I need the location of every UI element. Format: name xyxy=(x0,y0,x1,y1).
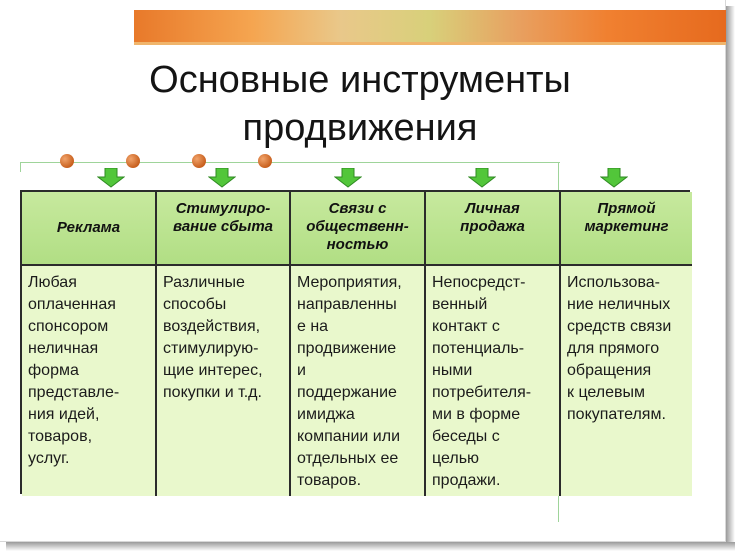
body-text: продвижение xyxy=(297,340,397,357)
header-text: общественн- xyxy=(306,218,409,235)
body-text: покупки и т.д. xyxy=(163,384,262,401)
down-arrow-icon xyxy=(468,168,496,188)
body-text: спонсором xyxy=(28,318,109,335)
tools-table xyxy=(20,190,690,494)
body-text: Мероприятия, xyxy=(297,274,402,291)
body-text: товаров, xyxy=(28,428,93,445)
body-text: потенциаль- xyxy=(432,340,525,357)
body-text: венный xyxy=(432,296,488,313)
body-text: обращения xyxy=(567,362,652,379)
body-text: для прямого xyxy=(567,340,660,357)
body-text: контакт с xyxy=(432,318,500,335)
body-text: ми в форме xyxy=(432,406,521,423)
body-text: товаров. xyxy=(297,472,362,489)
body-svyazi xyxy=(291,266,426,496)
body-text: Использова- xyxy=(567,274,660,291)
header-svyazi xyxy=(291,192,426,266)
header-text: продажа xyxy=(460,218,525,235)
body-lichnaya xyxy=(426,266,561,496)
header-text: маркетинг xyxy=(584,218,669,235)
body-text: оплаченная xyxy=(28,296,116,313)
title-line-1: Основные инструменты xyxy=(149,59,571,101)
body-text: отдельных ее xyxy=(297,450,399,467)
header-lichnaya xyxy=(426,192,561,266)
bullet-dot-icon xyxy=(258,154,272,168)
header-text: Личная xyxy=(465,200,520,217)
body-text: представле- xyxy=(28,384,120,401)
header-pryamoy xyxy=(561,192,692,266)
body-text: к целевым xyxy=(567,384,646,401)
header-reklama xyxy=(22,192,157,266)
body-text: ными xyxy=(432,362,473,379)
slide-title xyxy=(60,56,660,152)
header-stimulirovanie xyxy=(157,192,291,266)
body-text: способы xyxy=(163,296,227,313)
header-text: вание сбыта xyxy=(172,218,274,235)
slide-shadow-bottom xyxy=(6,542,735,551)
down-arrow-icon xyxy=(208,168,236,188)
body-text: ния идей, xyxy=(28,406,100,423)
body-text: средств связи xyxy=(567,318,672,335)
body-text: продажи. xyxy=(432,472,501,489)
header-text: Связи с xyxy=(328,200,387,217)
body-text: Различные xyxy=(163,274,245,291)
bullet-dot-icon xyxy=(126,154,140,168)
down-arrow-icon xyxy=(334,168,362,188)
header-text: Реклама xyxy=(56,219,121,236)
body-text: стимулирую- xyxy=(163,340,259,357)
header-text: Стимулиро- xyxy=(175,200,271,217)
body-text: целью xyxy=(432,450,480,467)
decorative-band-line xyxy=(134,42,726,45)
body-text: Непосредст- xyxy=(432,274,526,291)
body-text: покупателям. xyxy=(567,406,666,423)
body-text: Любая xyxy=(28,274,77,291)
body-text: воздействия, xyxy=(163,318,261,335)
body-text: услуг. xyxy=(28,450,70,467)
body-text: компании или xyxy=(297,428,401,445)
decorative-top-band xyxy=(134,10,726,42)
body-text: е на xyxy=(297,318,329,335)
body-reklama xyxy=(22,266,157,496)
header-text: ностью xyxy=(326,236,389,253)
body-stimulirovanie xyxy=(157,266,291,496)
body-text: и xyxy=(297,362,306,379)
title-line-2: продвижения xyxy=(242,107,478,149)
body-pryamoy xyxy=(561,266,692,496)
body-text: щие интерес, xyxy=(163,362,263,379)
header-text: Прямой xyxy=(597,200,656,217)
down-arrow-icon xyxy=(97,168,125,188)
slide-shadow-right xyxy=(726,6,735,551)
body-text: ние неличных xyxy=(567,296,671,313)
body-text: поддержание xyxy=(297,384,397,401)
down-arrow-icon xyxy=(600,168,628,188)
body-text: направленны xyxy=(297,296,397,313)
decorative-line-tick xyxy=(20,162,21,172)
bullet-dot-icon xyxy=(60,154,74,168)
body-text: неличная xyxy=(28,340,99,357)
body-text: форма xyxy=(28,362,79,379)
decorative-line-horizontal xyxy=(20,162,560,163)
body-text: беседы с xyxy=(432,428,500,445)
bullet-dot-icon xyxy=(192,154,206,168)
body-text: потребителя- xyxy=(432,384,532,401)
body-text: имиджа xyxy=(297,406,355,423)
